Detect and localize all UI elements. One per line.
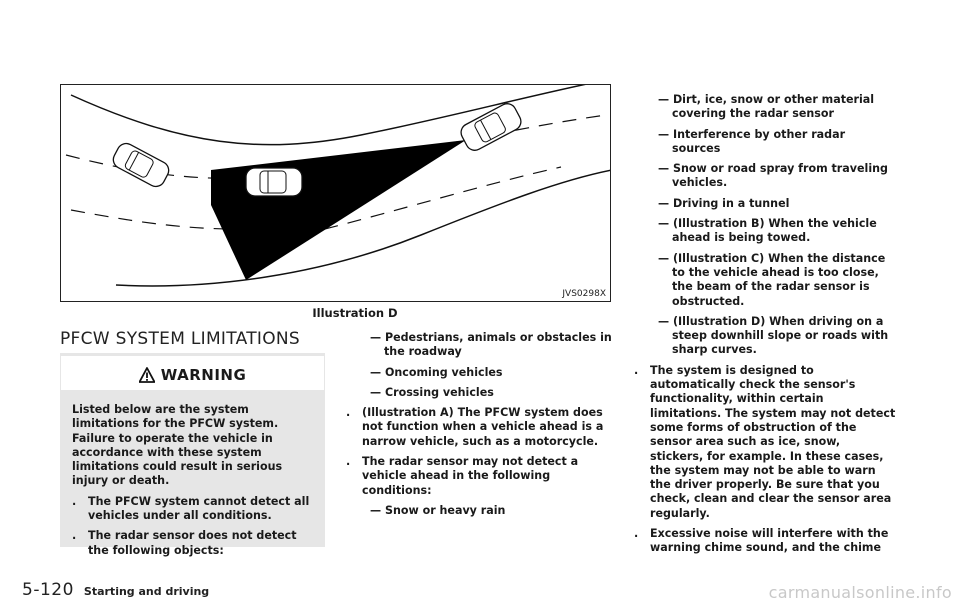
warning-intro: Listed below are the system limitations for the PFCW system. Failure to operate the vehicle in accordance with these system limitations could result in serious injury or death. xyxy=(72,403,283,488)
warning-heading: WARNING xyxy=(160,366,247,384)
curved-road-radar-illustration xyxy=(61,85,611,302)
bullet-mark: . xyxy=(72,529,77,543)
list-item: — Snow or heavy rain xyxy=(370,503,506,517)
right-column xyxy=(634,93,896,562)
warning-content xyxy=(72,403,316,564)
list-item: — Dirt, ice, snow or other material covering the radar sensor xyxy=(658,93,875,121)
warning-triangle-icon xyxy=(139,367,155,383)
warning-bullet-1: . The PFCW system cannot detect all vehicles under all conditions. xyxy=(72,494,310,523)
list-item: — (Illustration C) When the distance to the vehicle ahead is too close, the beam of the radar sensor is obstructed. xyxy=(658,251,886,308)
list-item: — (Illustration D) When driving on a steep downhill slope or roads with sharp curves. xyxy=(658,314,889,357)
bullet-mark: . xyxy=(346,406,351,420)
list-item: — Driving in a tunnel xyxy=(658,196,790,210)
bullet-mark: . xyxy=(346,455,351,469)
list-item: — Interference by other radar sources xyxy=(658,127,846,155)
list-item: . The system is designed to automatically check the sensor's functionality, within certain limitations. The system may not detect some forms of obstruction of the sensor area such as ice, snow, stickers, for example. In these cases, the system may not be able to warn the driver properly. Be sure that you check, clean and clear the sensor area regularly. xyxy=(634,363,896,520)
bullet-mark: . xyxy=(634,527,639,541)
section-title: PFCW SYSTEM LIMITATIONS xyxy=(60,329,301,349)
watermark: carmanualsonline.info xyxy=(768,583,952,602)
bullet-mark: . xyxy=(634,363,639,377)
vehicle-ahead-in-beam xyxy=(246,168,302,196)
list-item: . (Illustration A) The PFCW system does not function when a vehicle ahead is a narrow vehicle, such as a motorcycle. xyxy=(346,406,604,448)
vehicle-left xyxy=(110,140,172,189)
list-item: . The radar sensor may not detect a vehicle ahead in the following conditions: xyxy=(346,455,579,497)
list-item: — (Illustration B) When the vehicle ahead is being towed. xyxy=(658,217,877,245)
illustration-figure xyxy=(60,84,611,302)
figure-code: JVS0298X xyxy=(562,289,606,299)
footer-section: Starting and driving xyxy=(83,585,210,598)
page-footer xyxy=(22,580,209,600)
list-item: . Excessive noise will interfere with the warning chime sound, and the chime xyxy=(634,527,889,555)
page-number: 5-120 xyxy=(22,580,74,600)
list-item: — Snow or road spray from traveling vehicles. xyxy=(658,162,888,190)
list-item: — Oncoming vehicles xyxy=(370,365,503,379)
list-item: — Pedestrians, animals or obstacles in the roadway xyxy=(370,331,612,359)
warning-header xyxy=(60,355,325,391)
warning-bullet-2: . The radar sensor does not detect the following objects: xyxy=(72,529,297,557)
bullet-mark: . xyxy=(72,494,77,508)
figure-caption: Illustration D xyxy=(312,306,398,320)
vehicle-with-radar xyxy=(458,101,524,154)
middle-column xyxy=(346,331,612,524)
list-item: — Crossing vehicles xyxy=(370,385,494,399)
